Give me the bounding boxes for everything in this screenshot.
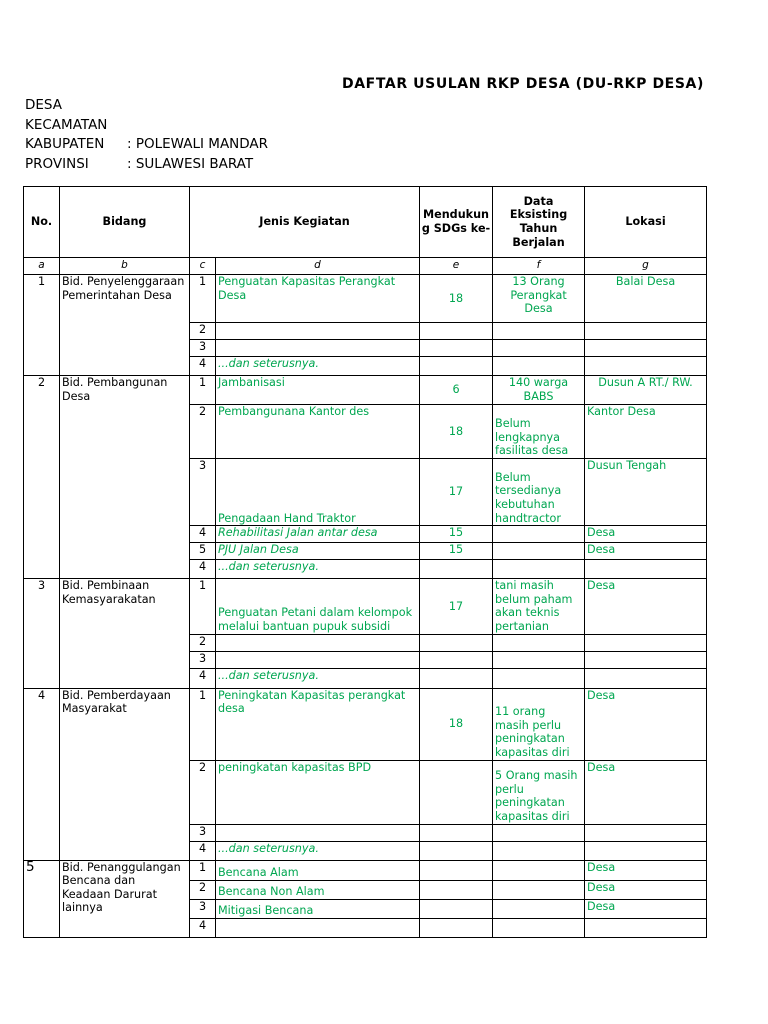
header-info [25, 96, 268, 174]
row-number: 3 [190, 824, 216, 841]
data-cell [493, 543, 585, 560]
sdgs-cell [420, 824, 493, 841]
sdgs-cell [420, 560, 493, 579]
data-cell [493, 668, 585, 688]
row-number: 1 [190, 376, 216, 405]
kegiatan-cell [216, 651, 420, 668]
data-cell [493, 634, 585, 651]
row-number: 3 [190, 458, 216, 525]
kegiatan-cell: Penguatan Kapasitas Perangkat Desa [216, 275, 420, 323]
letter-row [24, 258, 707, 275]
row-number: 2 [190, 634, 216, 651]
info-value: : POLEWALI MANDAR [127, 136, 269, 152]
sdgs-cell [420, 860, 493, 880]
group-number: 4 [24, 688, 60, 860]
col-header-data: Data Eksisting Tahun Berjalan [493, 187, 585, 258]
col-header-jenis: Jenis Kegiatan [190, 187, 420, 258]
lokasi-cell [585, 560, 707, 579]
data-cell [493, 880, 585, 899]
sdgs-cell: 17 [420, 579, 493, 634]
row-number: 1 [190, 275, 216, 323]
kegiatan-cell: Rehabilitasi Jalan antar desa [216, 526, 420, 543]
letter-cell: a [24, 258, 60, 275]
sdgs-cell [420, 880, 493, 899]
sdgs-cell: 18 [420, 275, 493, 323]
lokasi-cell [585, 340, 707, 357]
kegiatan-cell [216, 634, 420, 651]
sdgs-cell: 17 [420, 458, 493, 525]
row-number: 4 [190, 526, 216, 543]
sdgs-cell: 15 [420, 543, 493, 560]
info-label: DESA [25, 97, 62, 113]
col-header-lokasi: Lokasi [585, 187, 707, 258]
data-cell [493, 651, 585, 668]
row-number: 4 [190, 357, 216, 376]
group-number: 1 [24, 275, 60, 376]
lokasi-cell: Dusun Tengah [585, 458, 707, 525]
kegiatan-cell [216, 323, 420, 340]
data-cell [493, 860, 585, 880]
group-bidang: Bid. Penyelenggaraan Pemerintahan Desa [60, 275, 190, 376]
kegiatan-cell [216, 918, 420, 937]
info-row-provinsi [25, 155, 268, 175]
lokasi-cell [585, 357, 707, 376]
group-bidang: Bid. Pembinaan Kemasyarakatan [60, 579, 190, 688]
data-cell: 13 Orang Perangkat Desa [493, 275, 585, 323]
row-number: 4 [190, 668, 216, 688]
group-number: 2 [24, 376, 60, 579]
table-row [24, 579, 707, 634]
sdgs-cell [420, 651, 493, 668]
kegiatan-cell: Pengadaan Hand Traktor [216, 458, 420, 525]
kegiatan-cell: Peningkatan Kapasitas perangkat desa [216, 688, 420, 760]
sdgs-cell [420, 668, 493, 688]
lokasi-cell [585, 841, 707, 860]
col-header-bidang: Bidang [60, 187, 190, 258]
letter-cell: c [190, 258, 216, 275]
info-label: KABUPATEN [25, 136, 105, 152]
table-row [24, 688, 707, 760]
row-number: 1 [190, 688, 216, 760]
lokasi-cell: Desa [585, 760, 707, 824]
row-number: 4 [190, 841, 216, 860]
group-bidang: Bid. Pembangunan Desa [60, 376, 190, 579]
kegiatan-cell: ...dan seterusnya. [216, 560, 420, 579]
kegiatan-cell: ...dan seterusnya. [216, 841, 420, 860]
kegiatan-cell: Penguatan Petani dalam kelompok melalui bantuan pupuk subsidi [216, 579, 420, 634]
row-number: 2 [190, 323, 216, 340]
lokasi-cell: Balai Desa [585, 275, 707, 323]
kegiatan-cell: Pembangunana Kantor des [216, 405, 420, 459]
data-cell: 140 warga BABS [493, 376, 585, 405]
data-cell [493, 899, 585, 918]
table-row [24, 376, 707, 405]
lokasi-cell: Desa [585, 899, 707, 918]
lokasi-cell: Desa [585, 543, 707, 560]
data-cell [493, 526, 585, 543]
col-header-no: No. [24, 187, 60, 258]
sdgs-cell [420, 760, 493, 824]
kegiatan-cell [216, 824, 420, 841]
kegiatan-cell: Bencana Non Alam [216, 880, 420, 899]
group-number: 5 [24, 860, 60, 937]
group-number: 3 [24, 579, 60, 688]
data-cell [493, 824, 585, 841]
row-number: 4 [190, 560, 216, 579]
letter-cell: g [585, 258, 707, 275]
row-number: 3 [190, 340, 216, 357]
lokasi-cell [585, 634, 707, 651]
sdgs-cell [420, 841, 493, 860]
lokasi-cell: Desa [585, 579, 707, 634]
info-label: PROVINSI [25, 155, 89, 172]
data-cell [493, 918, 585, 937]
col-header-sdgs: Mendukun g SDGs ke- [420, 187, 493, 258]
row-number: 5 [190, 543, 216, 560]
info-row-desa [25, 96, 268, 116]
lokasi-cell: Desa [585, 880, 707, 899]
letter-cell: b [60, 258, 190, 275]
kegiatan-cell: PJU Jalan Desa [216, 543, 420, 560]
info-row-kabupaten [25, 135, 268, 155]
sdgs-cell [420, 634, 493, 651]
data-cell [493, 841, 585, 860]
data-cell [493, 357, 585, 376]
data-cell [493, 323, 585, 340]
kegiatan-cell [216, 340, 420, 357]
table-row [24, 860, 707, 880]
data-cell [493, 340, 585, 357]
sdgs-cell: 18 [420, 688, 493, 760]
rkp-table [23, 186, 707, 938]
sdgs-cell [420, 918, 493, 937]
sdgs-cell: 18 [420, 405, 493, 459]
page-title: DAFTAR USULAN RKP DESA (DU-RKP DESA) [342, 76, 704, 92]
row-number: 1 [190, 860, 216, 880]
lokasi-cell: Desa [585, 526, 707, 543]
data-cell: 11 orang masih perlu peningkatan kapasitas diri [493, 688, 585, 760]
row-number: 1 [190, 579, 216, 634]
letter-cell: e [420, 258, 493, 275]
row-number: 2 [190, 405, 216, 459]
kegiatan-cell: Mitigasi Bencana [216, 899, 420, 918]
header-row [24, 187, 707, 258]
lokasi-cell: Desa [585, 860, 707, 880]
kegiatan-cell: ...dan seterusnya. [216, 668, 420, 688]
lokasi-cell [585, 824, 707, 841]
letter-cell: d [216, 258, 420, 275]
data-cell: tani masih belum paham akan teknis pertanian [493, 579, 585, 634]
data-cell: Belum tersedianya kebutuhan handtractor [493, 458, 585, 525]
sdgs-cell [420, 899, 493, 918]
kegiatan-cell: peningkatan kapasitas BPD [216, 760, 420, 824]
kegiatan-cell: Bencana Alam [216, 860, 420, 880]
sdgs-cell [420, 323, 493, 340]
sdgs-cell [420, 340, 493, 357]
row-number: 3 [190, 899, 216, 918]
data-cell: Belum lengkapnya fasilitas desa [493, 405, 585, 459]
letter-cell: f [493, 258, 585, 275]
lokasi-cell: Kantor Desa [585, 405, 707, 459]
sdgs-cell: 15 [420, 526, 493, 543]
lokasi-cell: Dusun A RT./ RW. [585, 376, 707, 405]
lokasi-cell: Desa [585, 688, 707, 760]
row-number: 2 [190, 760, 216, 824]
kegiatan-cell: Jambanisasi [216, 376, 420, 405]
sdgs-cell: 6 [420, 376, 493, 405]
lokasi-cell [585, 323, 707, 340]
table-row [24, 275, 707, 323]
info-row-kecamatan [25, 116, 268, 136]
row-number: 2 [190, 880, 216, 899]
group-bidang: Bid. Penanggulangan Bencana dan Keadaan Darurat lainnya [60, 860, 190, 937]
sdgs-cell [420, 357, 493, 376]
lokasi-cell [585, 651, 707, 668]
lokasi-cell [585, 668, 707, 688]
data-cell: 5 Orang masih perlu peningkatan kapasitas diri [493, 760, 585, 824]
info-label: KECAMATAN [25, 116, 108, 133]
group-bidang: Bid. Pemberdayaan Masyarakat [60, 688, 190, 860]
row-number: 4 [190, 918, 216, 937]
row-number: 3 [190, 651, 216, 668]
lokasi-cell [585, 918, 707, 937]
kegiatan-cell: ...dan seterusnya. [216, 357, 420, 376]
data-cell [493, 560, 585, 579]
info-value: : SULAWESI BARAT [127, 155, 254, 172]
